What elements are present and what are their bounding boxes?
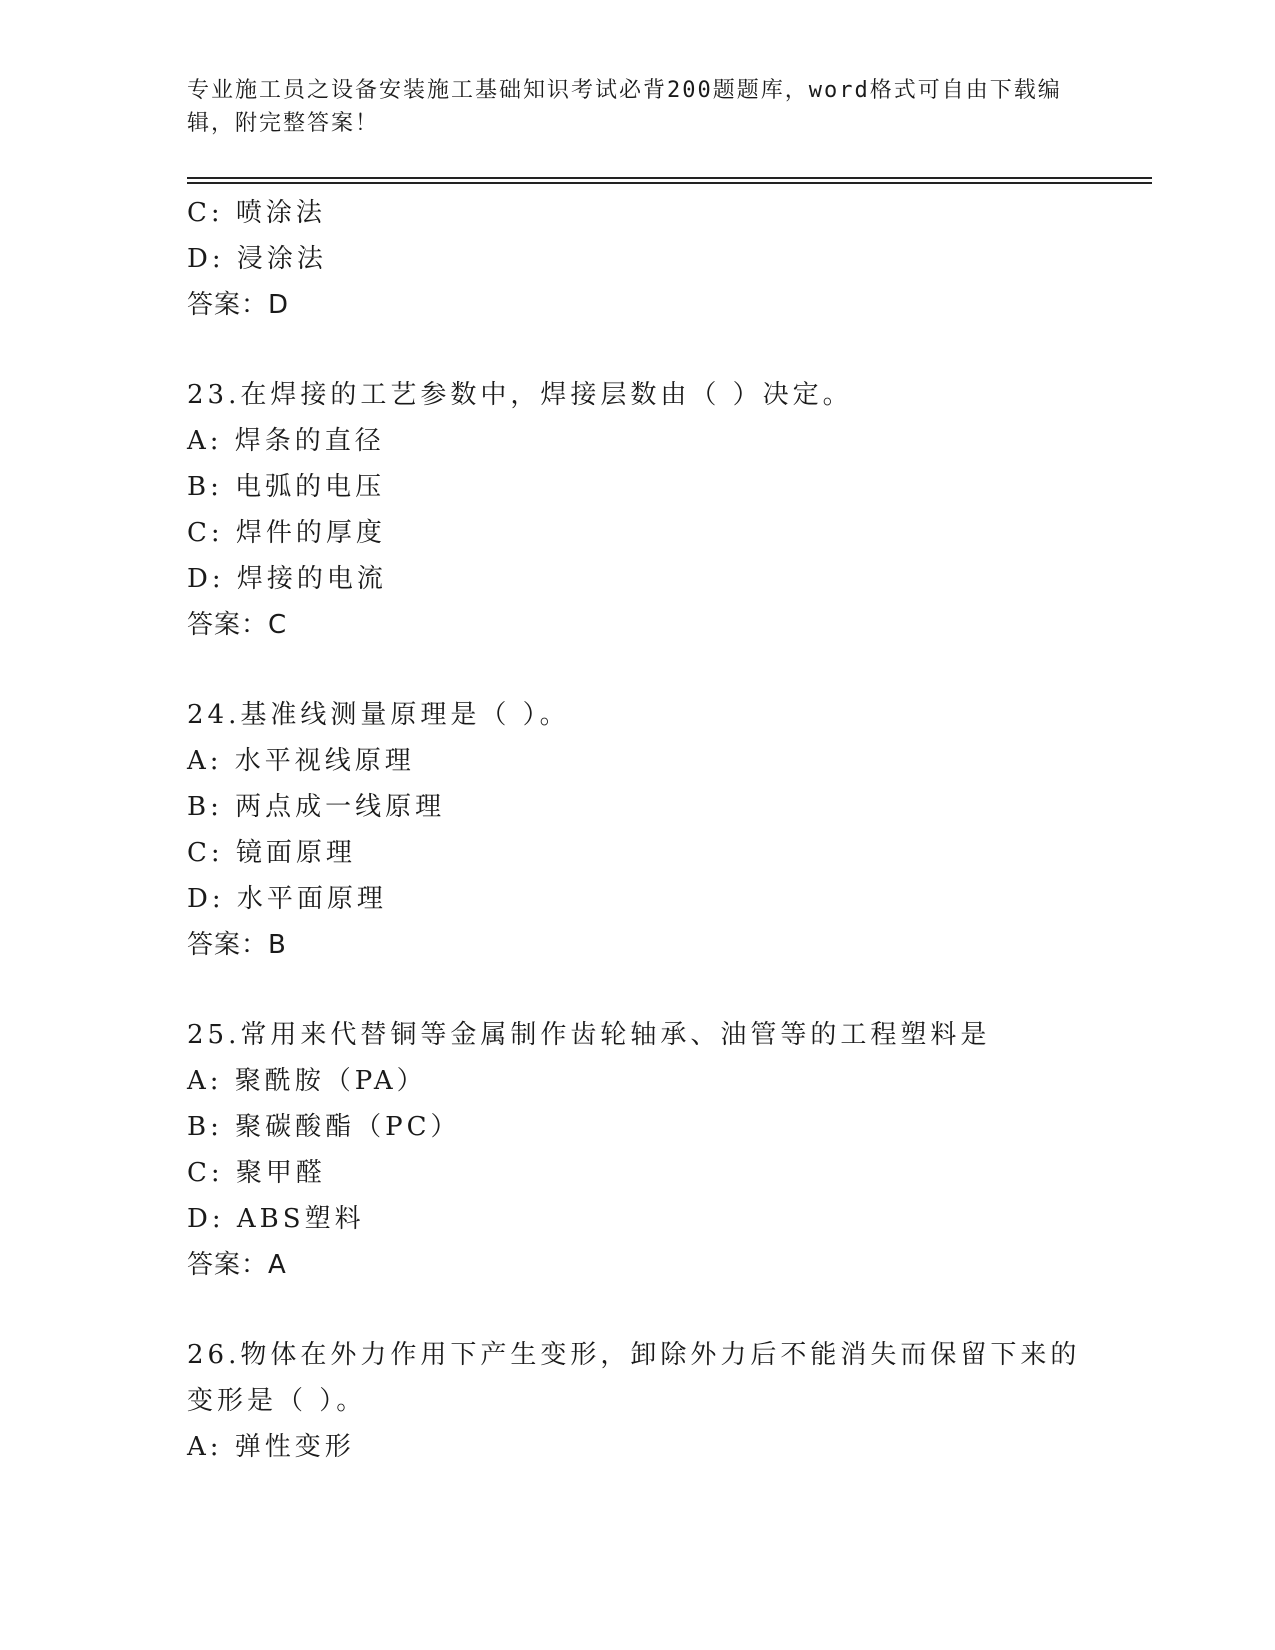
option-a: A: 弹性变形 bbox=[187, 1432, 355, 1462]
option-d: D: 焊接的电流 bbox=[187, 564, 387, 594]
option-c: C: 镜面原理 bbox=[187, 838, 356, 868]
option-a: A: 水平视线原理 bbox=[187, 746, 415, 776]
option-a: A: 聚酰胺（PA） bbox=[187, 1066, 427, 1096]
question-24 bbox=[187, 692, 1087, 968]
question-25 bbox=[187, 1012, 1087, 1288]
option-a: A: 焊条的直径 bbox=[187, 426, 385, 456]
answer-line: 答案：C bbox=[187, 610, 288, 640]
question-text: 26.物体在外力作用下产生变形，卸除外力后不能消失而保留下来的变形是（ ）。 bbox=[187, 1340, 1081, 1416]
answer-line: 答案：B bbox=[187, 930, 287, 960]
header-divider-top bbox=[187, 177, 1152, 179]
option-d: D: 水平面原理 bbox=[187, 884, 387, 914]
option-c: C: 聚甲醛 bbox=[187, 1158, 326, 1188]
option-c: C: 焊件的厚度 bbox=[187, 518, 386, 548]
answer-line: 答案：D bbox=[187, 290, 290, 320]
question-text: 24.基准线测量原理是（ ）。 bbox=[187, 700, 570, 730]
question-23 bbox=[187, 372, 1087, 648]
option-b: B: 聚碳酸酯（PC） bbox=[187, 1112, 461, 1142]
option-d: D: 浸涂法 bbox=[187, 244, 327, 274]
question-list bbox=[187, 190, 1087, 1470]
header-divider-bottom bbox=[187, 182, 1152, 184]
question-22-tail bbox=[187, 190, 1087, 328]
question-text: 25.常用来代替铜等金属制作齿轮轴承、油管等的工程塑料是 bbox=[187, 1020, 991, 1050]
option-d: D: ABS塑料 bbox=[187, 1204, 365, 1234]
option-b: B: 电弧的电压 bbox=[187, 472, 386, 502]
question-26 bbox=[187, 1332, 1087, 1470]
option-c: C: 喷涂法 bbox=[187, 198, 326, 228]
option-b: B: 两点成一线原理 bbox=[187, 792, 446, 822]
answer-line: 答案：A bbox=[187, 1250, 287, 1280]
question-text: 23.在焊接的工艺参数中，焊接层数由（ ）决定。 bbox=[187, 380, 853, 410]
document-header: 专业施工员之设备安装施工基础知识考试必背200题题库，word格式可自由下载编辑，附完整答案！ bbox=[187, 78, 1062, 136]
